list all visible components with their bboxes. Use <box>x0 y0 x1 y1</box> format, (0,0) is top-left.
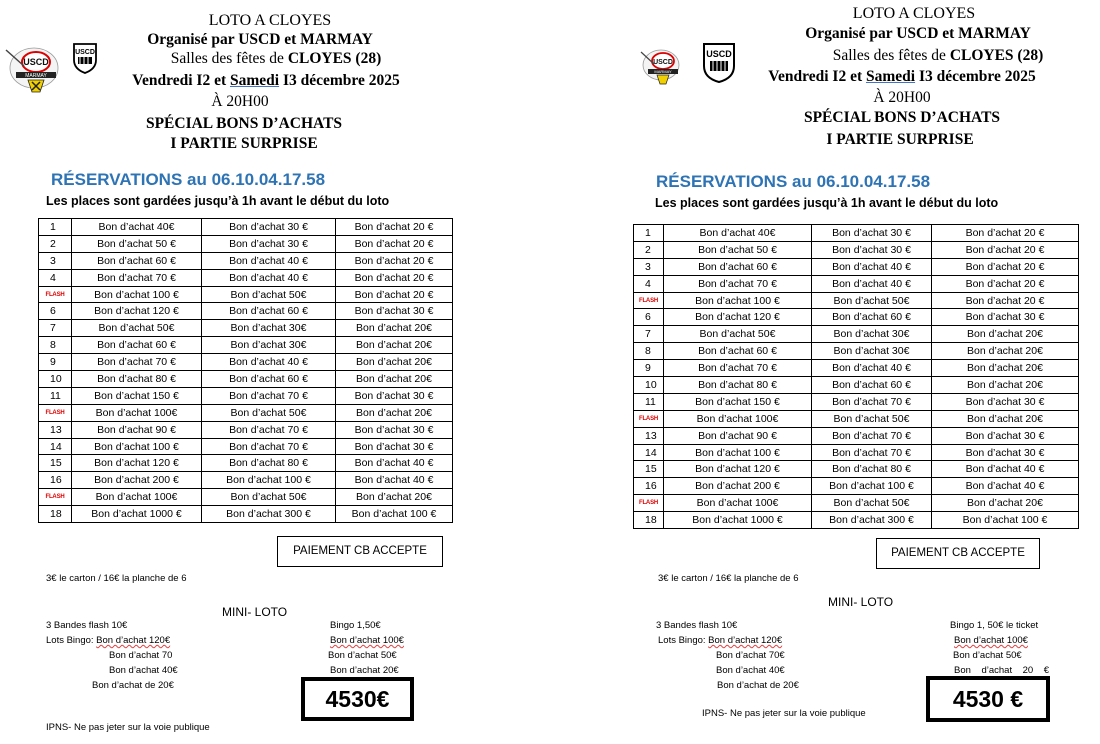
game-number: 15 <box>39 455 72 472</box>
game-number: 14 <box>39 438 72 455</box>
game-number: 13 <box>634 427 664 444</box>
prize-row <box>39 455 453 472</box>
prize-row <box>634 258 1079 275</box>
prize-row <box>634 495 1079 512</box>
event-time: À 20H00 <box>873 89 931 106</box>
prize-cell: Bon d’achat 50€ <box>72 320 202 337</box>
venue: Salles des fêtes de CLOYES (28) <box>170 50 382 67</box>
flash-badge: FLASH <box>634 495 664 512</box>
prizes-table <box>38 218 453 523</box>
prize-cell: Bon d’achat 100 € <box>932 512 1079 529</box>
ipns-notice: IPNS- Ne pas jeter sur la voie publique <box>46 722 210 733</box>
prize-cell: Bon d’achat 70 € <box>72 354 202 371</box>
game-number: 18 <box>634 512 664 529</box>
game-number: 13 <box>39 421 72 438</box>
bingo-lot: Bon d’achat 100€ <box>954 635 1028 646</box>
prize-cell: Bon d’achat 60 € <box>664 343 812 360</box>
bingo-price: Bingo 1, 50€ le ticket <box>950 620 1039 631</box>
prize-row <box>39 303 453 320</box>
prize-cell: Bon d’achat 80 € <box>72 371 202 388</box>
prize-row <box>634 444 1079 461</box>
prize-cell: Bon d’achat 20 € <box>932 275 1079 292</box>
flash-badge: FLASH <box>39 286 72 303</box>
prize-row <box>634 377 1079 394</box>
bingo-lot: Bon d’achat de 20€ <box>92 680 174 691</box>
prize-cell: Bon d’achat 90 € <box>664 427 812 444</box>
venue: Salles des fêtes de CLOYES (28) <box>832 47 1044 64</box>
game-number: 3 <box>634 258 664 275</box>
bingo-lot: Bon d’achat 50€ <box>953 650 1022 661</box>
lots-bingo: Lots Bingo: Bon d’achat 120€ <box>46 635 171 646</box>
prize-cell: Bon d’achat 70 € <box>202 438 336 455</box>
places-note: Les places sont gardées jusqu’à 1h avant le début du loto <box>46 194 390 208</box>
prize-row <box>634 393 1079 410</box>
bingo-price: Bingo 1,50€ <box>330 620 381 631</box>
special-label: SPÉCIAL BONS D’ACHATS <box>145 115 343 132</box>
prize-cell: Bon d’achat 50€ <box>812 410 932 427</box>
prize-row <box>39 252 453 269</box>
svg-text:USCD: USCD <box>706 49 732 59</box>
prize-row <box>634 292 1079 309</box>
prize-cell: Bon d’achat 40€ <box>664 225 812 242</box>
prize-cell: Bon d’achat 30 € <box>932 309 1079 326</box>
svg-text:MARMAY: MARMAY <box>25 73 47 79</box>
prize-row <box>634 326 1079 343</box>
mini-loto-title: MINI- LOTO <box>222 605 288 619</box>
bingo-lot: Bon d’achat 100€ <box>330 635 404 646</box>
title: LOTO A CLOYES <box>208 12 332 29</box>
svg-text:USCD: USCD <box>75 49 95 56</box>
prize-row <box>634 512 1079 529</box>
prize-cell: Bon d’achat 50€ <box>202 489 336 506</box>
prize-cell: Bon d’achat 40 € <box>336 472 453 489</box>
prize-row <box>39 506 453 523</box>
prize-row <box>634 427 1079 444</box>
prize-cell: Bon d’achat 100 € <box>812 478 932 495</box>
prize-cell: Bon d’achat 30€ <box>202 337 336 354</box>
prize-cell: Bon d’achat 50€ <box>202 404 336 421</box>
prize-cell: Bon d’achat 20€ <box>336 354 453 371</box>
prize-cell: Bon d’achat 20 € <box>336 252 453 269</box>
prize-row <box>39 320 453 337</box>
game-number: 1 <box>39 219 72 236</box>
game-number: 9 <box>39 354 72 371</box>
prize-cell: Bon d’achat 100 € <box>664 444 812 461</box>
prize-row <box>39 472 453 489</box>
prize-cell: Bon d’achat 40 € <box>812 258 932 275</box>
prize-cell: Bon d’achat 100 € <box>664 292 812 309</box>
special-label: SPÉCIAL BONS D’ACHATS <box>803 109 1001 126</box>
game-number: 10 <box>39 371 72 388</box>
prize-row <box>634 478 1079 495</box>
game-number: 8 <box>634 343 664 360</box>
flash-badge: FLASH <box>39 489 72 506</box>
prize-cell: Bon d’achat 20 € <box>932 292 1079 309</box>
prize-cell: Bon d’achat 70 € <box>664 360 812 377</box>
uscd-marmay-logo <box>2 42 66 98</box>
reservations-phone: RÉSERVATIONS au 06.10.04.17.58 <box>51 170 326 189</box>
uscd-crest-logo <box>702 42 736 84</box>
game-number: 2 <box>634 241 664 258</box>
prize-cell: Bon d’achat 50€ <box>202 286 336 303</box>
prize-cell: Bon d’achat 40 € <box>932 461 1079 478</box>
prize-cell: Bon d’achat 120 € <box>664 461 812 478</box>
uscd-marmay-logo <box>638 46 684 88</box>
prize-cell: Bon d’achat 30 € <box>812 241 932 258</box>
game-number: 10 <box>634 377 664 394</box>
prize-cell: Bon d’achat 30 € <box>336 387 453 404</box>
prize-row <box>634 275 1079 292</box>
prize-row <box>39 269 453 286</box>
prize-cell: Bon d’achat 30 € <box>202 235 336 252</box>
prize-cell: Bon d’achat 20€ <box>336 489 453 506</box>
prize-cell: Bon d’achat 20€ <box>336 337 453 354</box>
ipns-notice: IPNS- Ne pas jeter sur la voie publique <box>702 708 866 719</box>
prize-cell: Bon d’achat 20 € <box>932 225 1079 242</box>
prize-cell: Bon d’achat 30€ <box>812 326 932 343</box>
prize-cell: Bon d’achat 40 € <box>202 252 336 269</box>
prize-cell: Bon d’achat 20€ <box>336 371 453 388</box>
prize-cell: Bon d’achat 300 € <box>812 512 932 529</box>
prize-cell: Bon d’achat 20 € <box>336 219 453 236</box>
prize-cell: Bon d’achat 20 € <box>932 258 1079 275</box>
prize-cell: Bon d’achat 20 € <box>932 241 1079 258</box>
bandes-flash-price: 3 Bandes flash 10€ <box>656 620 738 631</box>
prize-cell: Bon d’achat 20€ <box>932 343 1079 360</box>
prize-cell: Bon d’achat 60 € <box>202 303 336 320</box>
prize-cell: Bon d’achat 40 € <box>812 275 932 292</box>
prize-cell: Bon d’achat 40€ <box>72 219 202 236</box>
game-number: 9 <box>634 360 664 377</box>
prize-row <box>39 404 453 421</box>
payment-card-accepted: PAIEMENT CB ACCEPTE <box>277 536 443 567</box>
prize-row <box>39 421 453 438</box>
bingo-lot: Bon d’achat 40€ <box>716 665 785 676</box>
uscd-crest-logo <box>72 42 98 74</box>
game-number: 2 <box>39 235 72 252</box>
prize-cell: Bon d’achat 40 € <box>202 269 336 286</box>
prize-cell: Bon d’achat 50€ <box>812 292 932 309</box>
prize-cell: Bon d’achat 1000 € <box>72 506 202 523</box>
price-info: 3€ le carton / 16€ la planche de 6 <box>658 573 799 584</box>
flash-badge: FLASH <box>39 404 72 421</box>
prize-cell: Bon d’achat 30 € <box>932 427 1079 444</box>
prize-cell: Bon d’achat 40 € <box>932 478 1079 495</box>
svg-text:MARMAY: MARMAY <box>654 69 672 74</box>
prize-cell: Bon d’achat 60 € <box>72 252 202 269</box>
prize-cell: Bon d’achat 30 € <box>932 393 1079 410</box>
bingo-lot: Bon d’achat 20 € <box>954 665 1050 676</box>
svg-text:USCD: USCD <box>23 57 49 67</box>
prize-cell: Bon d’achat 30 € <box>336 303 453 320</box>
organizer: Organisé par USCD et MARMAY <box>147 31 373 48</box>
prize-cell: Bon d’achat 20€ <box>932 377 1079 394</box>
bingo-lot: Bon d’achat 70€ <box>716 650 785 661</box>
bingo-lot: Bon d’achat 70 <box>109 650 173 661</box>
prize-cell: Bon d’achat 80 € <box>664 377 812 394</box>
game-number: 1 <box>634 225 664 242</box>
prize-cell: Bon d’achat 30 € <box>336 438 453 455</box>
prize-cell: Bon d’achat 30 € <box>336 421 453 438</box>
flash-badge: FLASH <box>634 292 664 309</box>
event-dates: Vendredi I2 et Samedi I3 décembre 2025 <box>768 68 1036 85</box>
game-number: 11 <box>634 393 664 410</box>
prize-cell: Bon d’achat 120 € <box>664 309 812 326</box>
prize-row <box>39 489 453 506</box>
event-dates: Vendredi I2 et Samedi I3 décembre 2025 <box>132 72 400 89</box>
prize-cell: Bon d’achat 50€ <box>812 495 932 512</box>
prize-row <box>634 461 1079 478</box>
prize-row <box>39 354 453 371</box>
prize-cell: Bon d’achat 70 € <box>202 387 336 404</box>
prize-cell: Bon d’achat 200 € <box>664 478 812 495</box>
prize-cell: Bon d’achat 30 € <box>202 219 336 236</box>
prize-cell: Bon d’achat 60 € <box>72 337 202 354</box>
prize-cell: Bon d’achat 60 € <box>812 309 932 326</box>
prize-cell: Bon d’achat 60 € <box>202 371 336 388</box>
svg-text:USCD: USCD <box>653 59 673 66</box>
prize-cell: Bon d’achat 70 € <box>812 393 932 410</box>
prize-cell: Bon d’achat 60 € <box>664 258 812 275</box>
prize-row <box>634 410 1079 427</box>
prize-cell: Bon d’achat 200 € <box>72 472 202 489</box>
game-number: 16 <box>634 478 664 495</box>
event-time: À 20H00 <box>211 93 269 110</box>
total-prizes: 4530€ <box>301 677 414 721</box>
prize-cell: Bon d’achat 100 € <box>336 506 453 523</box>
game-number: 4 <box>634 275 664 292</box>
game-number: 18 <box>39 506 72 523</box>
bandes-flash-price: 3 Bandes flash 10€ <box>46 620 128 631</box>
prize-cell: Bon d’achat 1000 € <box>664 512 812 529</box>
prize-cell: Bon d’achat 150 € <box>72 387 202 404</box>
prize-cell: Bon d’achat 120 € <box>72 455 202 472</box>
prize-cell: Bon d’achat 50€ <box>664 326 812 343</box>
lots-bingo: Lots Bingo: Bon d’achat 120€ <box>658 635 783 646</box>
prize-cell: Bon d’achat 100€ <box>72 404 202 421</box>
game-number: 8 <box>39 337 72 354</box>
game-number: 6 <box>634 309 664 326</box>
prize-row <box>39 219 453 236</box>
organizer: Organisé par USCD et MARMAY <box>805 25 1031 42</box>
prize-cell: Bon d’achat 80 € <box>812 461 932 478</box>
flyer-right <box>550 0 1100 744</box>
prize-cell: Bon d’achat 120 € <box>72 303 202 320</box>
prize-cell: Bon d’achat 30 € <box>812 225 932 242</box>
prize-row <box>39 438 453 455</box>
prize-cell: Bon d’achat 90 € <box>72 421 202 438</box>
prize-cell: Bon d’achat 20 € <box>336 286 453 303</box>
places-note: Les places sont gardées jusqu’à 1h avant le début du loto <box>655 196 999 210</box>
prize-row <box>634 225 1079 242</box>
flash-badge: FLASH <box>634 410 664 427</box>
prize-cell: Bon d’achat 100€ <box>72 489 202 506</box>
prize-cell: Bon d’achat 70 € <box>202 421 336 438</box>
prize-cell: Bon d’achat 20€ <box>932 326 1079 343</box>
prize-cell: Bon d’achat 80 € <box>202 455 336 472</box>
prize-cell: Bon d’achat 100 € <box>72 438 202 455</box>
prize-cell: Bon d’achat 100€ <box>664 410 812 427</box>
prize-cell: Bon d’achat 50 € <box>72 235 202 252</box>
prize-row <box>39 371 453 388</box>
prize-row <box>39 337 453 354</box>
payment-card-accepted: PAIEMENT CB ACCEPTE <box>876 538 1040 569</box>
prize-row <box>39 286 453 303</box>
game-number: 15 <box>634 461 664 478</box>
title: LOTO A CLOYES <box>852 5 976 22</box>
prize-cell: Bon d’achat 100 € <box>202 472 336 489</box>
prize-cell: Bon d’achat 30 € <box>932 444 1079 461</box>
prize-cell: Bon d’achat 20€ <box>932 410 1079 427</box>
bingo-lot: Bon d’achat de 20€ <box>717 680 799 691</box>
prize-cell: Bon d’achat 70 € <box>72 269 202 286</box>
price-info: 3€ le carton / 16€ la planche de 6 <box>46 573 187 584</box>
mini-loto-title: MINI- LOTO <box>828 595 894 609</box>
prize-cell: Bon d’achat 20€ <box>932 495 1079 512</box>
prize-cell: Bon d’achat 40 € <box>336 455 453 472</box>
surprise-label: I PARTIE SURPRISE <box>170 135 318 152</box>
prize-cell: Bon d’achat 60 € <box>812 377 932 394</box>
prize-cell: Bon d’achat 20 € <box>336 235 453 252</box>
prize-cell: Bon d’achat 70 € <box>664 275 812 292</box>
game-number: 11 <box>39 387 72 404</box>
game-number: 16 <box>39 472 72 489</box>
game-number: 14 <box>634 444 664 461</box>
total-prizes: 4530 € <box>926 676 1050 722</box>
prizes-table <box>633 224 1079 529</box>
prize-cell: Bon d’achat 40 € <box>812 360 932 377</box>
bingo-lot: Bon d’achat 20€ <box>330 665 399 676</box>
game-number: 7 <box>634 326 664 343</box>
surprise-label: I PARTIE SURPRISE <box>826 131 974 148</box>
prize-row <box>634 241 1079 258</box>
game-number: 7 <box>39 320 72 337</box>
prize-cell: Bon d’achat 70 € <box>812 427 932 444</box>
prize-cell: Bon d’achat 300 € <box>202 506 336 523</box>
game-number: 3 <box>39 252 72 269</box>
prize-cell: Bon d’achat 70 € <box>812 444 932 461</box>
prize-cell: Bon d’achat 100€ <box>664 495 812 512</box>
prize-cell: Bon d’achat 100 € <box>72 286 202 303</box>
game-number: 6 <box>39 303 72 320</box>
prize-row <box>39 235 453 252</box>
prize-cell: Bon d’achat 20€ <box>932 360 1079 377</box>
prize-cell: Bon d’achat 50 € <box>664 241 812 258</box>
reservations-phone: RÉSERVATIONS au 06.10.04.17.58 <box>656 172 931 191</box>
game-number: 4 <box>39 269 72 286</box>
prize-cell: Bon d’achat 150 € <box>664 393 812 410</box>
prize-cell: Bon d’achat 30€ <box>812 343 932 360</box>
prize-cell: Bon d’achat 20€ <box>336 404 453 421</box>
prize-cell: Bon d’achat 30€ <box>202 320 336 337</box>
prize-row <box>634 360 1079 377</box>
prize-cell: Bon d’achat 20 € <box>336 269 453 286</box>
prize-row <box>634 309 1079 326</box>
bingo-lot: Bon d’achat 50€ <box>328 650 397 661</box>
prize-cell: Bon d’achat 20€ <box>336 320 453 337</box>
prize-cell: Bon d’achat 40 € <box>202 354 336 371</box>
prize-row <box>39 387 453 404</box>
prize-row <box>634 343 1079 360</box>
bingo-lot: Bon d’achat 40€ <box>109 665 178 676</box>
